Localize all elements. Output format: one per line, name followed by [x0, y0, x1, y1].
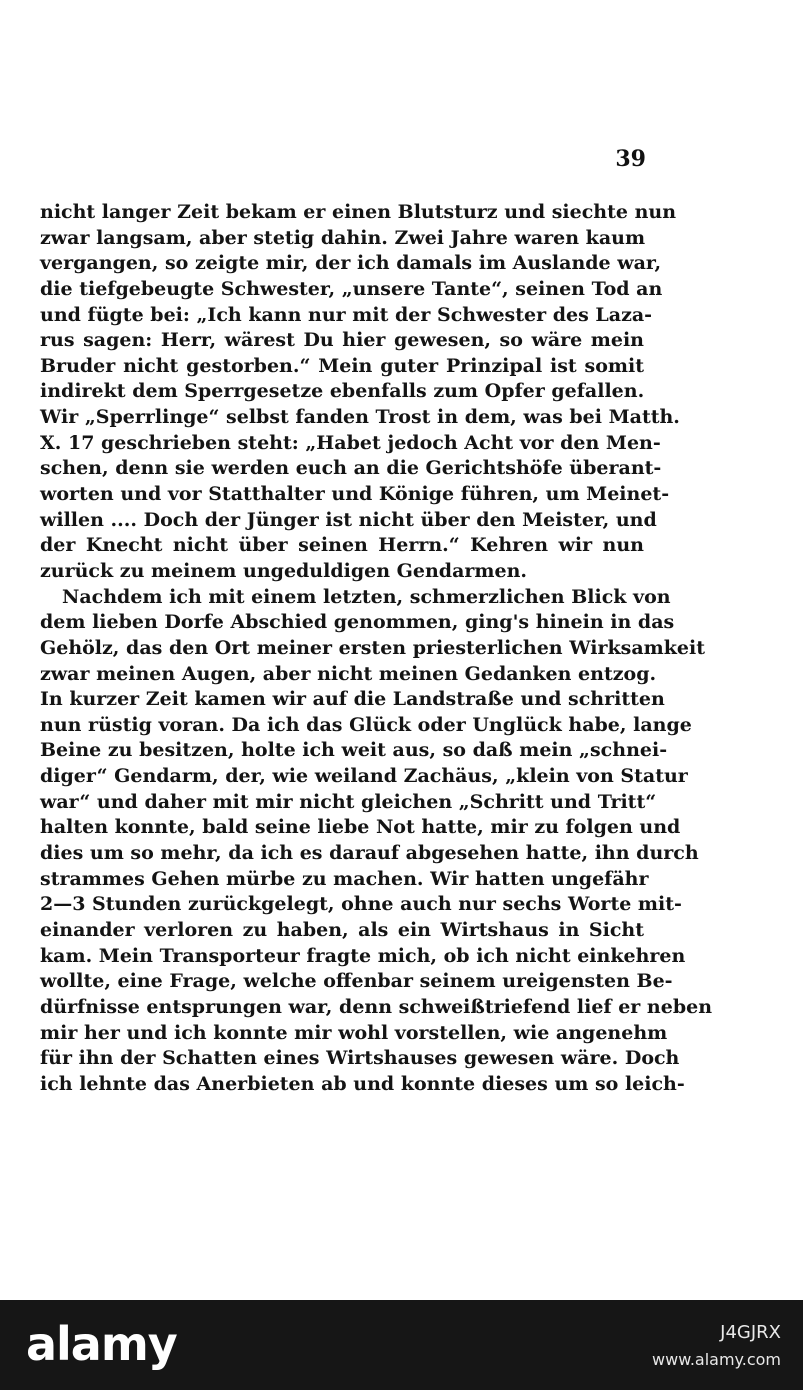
text-line: Beine zu besitzen, holte ich weit aus, so daß mein „schnei- [40, 739, 668, 762]
text-line: war“ und daher mit mir nicht gleichen „Schritt und Tritt“ [40, 790, 657, 813]
text-line: In kurzer Zeit kamen wir auf die Landstraße und schritten [40, 688, 665, 711]
paragraph-end-line: zurück zu meinem ungeduldigen Gendarmen. [40, 559, 528, 582]
text-line: mir her und ich konnte mir wohl vorstellen, wie angenehm [40, 1021, 668, 1044]
text-line: dem lieben Dorfe Abschied genommen, ging's hinein in das [40, 611, 675, 634]
paragraph-start-line: Nachdem ich mit einem letzten, schmerzlichen Blick von [62, 585, 671, 608]
text-line: die tiefgebeugte Schwester, „unsere Tante“, seinen Tod an [40, 277, 663, 300]
text-line: worten und vor Statthalter und Könige führen, um Meinet- [40, 483, 670, 506]
text-line: diger“ Gendarm, der, wie weiland Zachäus, „klein von Statur [40, 765, 688, 788]
text-line: nun rüstig voran. Da ich das Glück oder Unglück habe, lange [40, 713, 692, 736]
text-line: halten konnte, bald seine liebe Not hatte, mir zu folgen und [40, 816, 681, 839]
text-line: 2—3 Stunden zurückgelegt, ohne auch nur sechs Worte mit- [40, 893, 682, 916]
text-line: Bruder nicht gestorben.“ Mein guter Prinzipal ist somit [40, 354, 644, 377]
text-line: indirekt dem Sperrgesetze ebenfalls zum Opfer gefallen. [40, 380, 645, 403]
text-line: und fügte bei: „Ich kann nur mit der Schwester des Laza- [40, 303, 653, 326]
text-line: schen, denn sie werden euch an die Gerichtshöfe überant- [40, 457, 662, 480]
text-line: rus sagen: Herr, wärest Du hier gewesen, so wäre mein [40, 329, 644, 352]
text-line: dürfnisse entsprungen war, denn schweißtriefend lief er neben [40, 995, 713, 1018]
text-line: Gehölz, das den Ort meiner ersten priesterlichen Wirksamkeit [40, 636, 705, 659]
text-line: ich lehnte das Anerbieten ab und konnte dieses um so leich- [40, 1072, 685, 1095]
text-line: kam. Mein Transporteur fragte mich, ob ich nicht einkehren [40, 944, 686, 967]
watermark-footer [0, 1300, 803, 1390]
image-id: J4GJRX [720, 1322, 781, 1343]
text-line: X. 17 geschrieben steht: „Habet jedoch Acht vor den Men- [40, 431, 661, 454]
page-number: 39 [615, 146, 646, 172]
text-line: zwar meinen Augen, aber nicht meinen Gedanken entzog. [40, 662, 657, 685]
alamy-logo: alamy [26, 1317, 177, 1371]
text-line: der Knecht nicht über seinen Herrn.“ Kehren wir nun [40, 534, 644, 557]
text-line: strammes Gehen mürbe zu machen. Wir hatten ungefähr [40, 867, 649, 890]
text-line: dies um so mehr, da ich es darauf abgesehen hatte, ihn durch [40, 842, 699, 865]
text-line: willen .... Doch der Jünger ist nicht über den Meister, und [40, 508, 657, 531]
text-line: nicht langer Zeit bekam er einen Blutsturz und siechte nun [40, 201, 677, 223]
text-line: wollte, eine Frage, welche offenbar seinem ureigensten Be- [40, 970, 673, 993]
site-url: www.alamy.com [652, 1350, 781, 1369]
text-line: einander verloren zu haben, als ein Wirtshaus in Sicht [40, 918, 644, 941]
text-line: vergangen, so zeigte mir, der ich damals im Auslande war, [40, 252, 662, 275]
text-line: für ihn der Schatten eines Wirtshauses gewesen wäre. Doch [40, 1047, 680, 1070]
text-line: Wir „Sperrlinge“ selbst fanden Trost in dem, was bei Matth. [40, 406, 680, 429]
text-line: zwar langsam, aber stetig dahin. Zwei Jahre waren kaum [40, 226, 646, 249]
body-text [40, 200, 713, 1097]
